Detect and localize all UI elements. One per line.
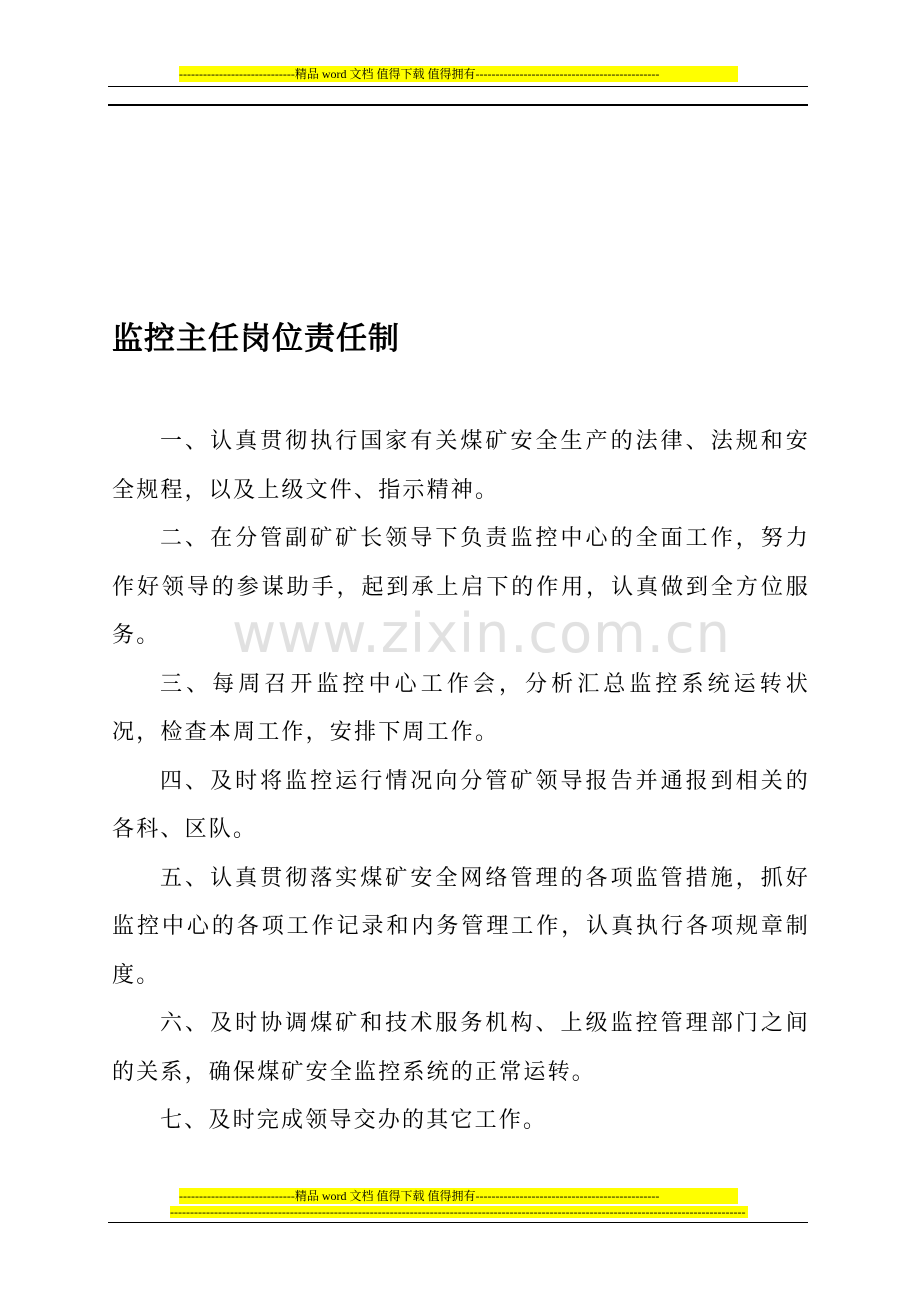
paragraph-6: 六、及时协调煤矿和技术服务机构、上级监控管理部门之间的关系，确保煤矿安全监控系统的正常运转。 [112,1011,810,1085]
document-body [112,418,810,1146]
header-rule-thick [108,104,808,106]
page-title: 监控主任岗位责任制 [112,321,400,357]
header-banner: -----------------------------精品 word 文档 值得下载 值得拥有---------------------------------------------- [179,66,738,82]
paragraph-2: 二、在分管副矿矿长领导下负责监控中心的全面工作，努力作好领导的参谋助手，起到承上启下的作用，认真做到全方位服务。 [112,526,810,648]
paragraph-1: 一、认真贯彻执行国家有关煤矿安全生产的法律、法规和安全规程，以及上级文件、指示精神。 [112,429,810,503]
paragraph-3: 三、每周召开监控中心工作会，分析汇总监控系统运转状况，检查本周工作，安排下周工作。 [112,671,810,745]
paragraph-4: 四、及时将监控运行情况向分管矿领导报告并通报到相关的各科、区队。 [112,768,810,842]
footer-banner: -----------------------------精品 word 文档 值得下载 值得拥有---------------------------------------------- [179,1188,738,1204]
footer-rule [108,1222,808,1223]
header-rule-thin [108,86,808,87]
watermark-text: www.zixin.com.cn [232,602,731,665]
paragraph-7: 七、及时完成领导交办的其它工作。 [160,1108,548,1133]
paragraph-5: 五、认真贯彻落实煤矿安全网络管理的各项监管措施，抓好监控中心的各项工作记录和内务管理工作，认真执行各项规章制度。 [112,865,810,988]
footer-dashes: ------------------------------------------------------------------------------------------------------------------------------------------------ [170,1206,748,1218]
